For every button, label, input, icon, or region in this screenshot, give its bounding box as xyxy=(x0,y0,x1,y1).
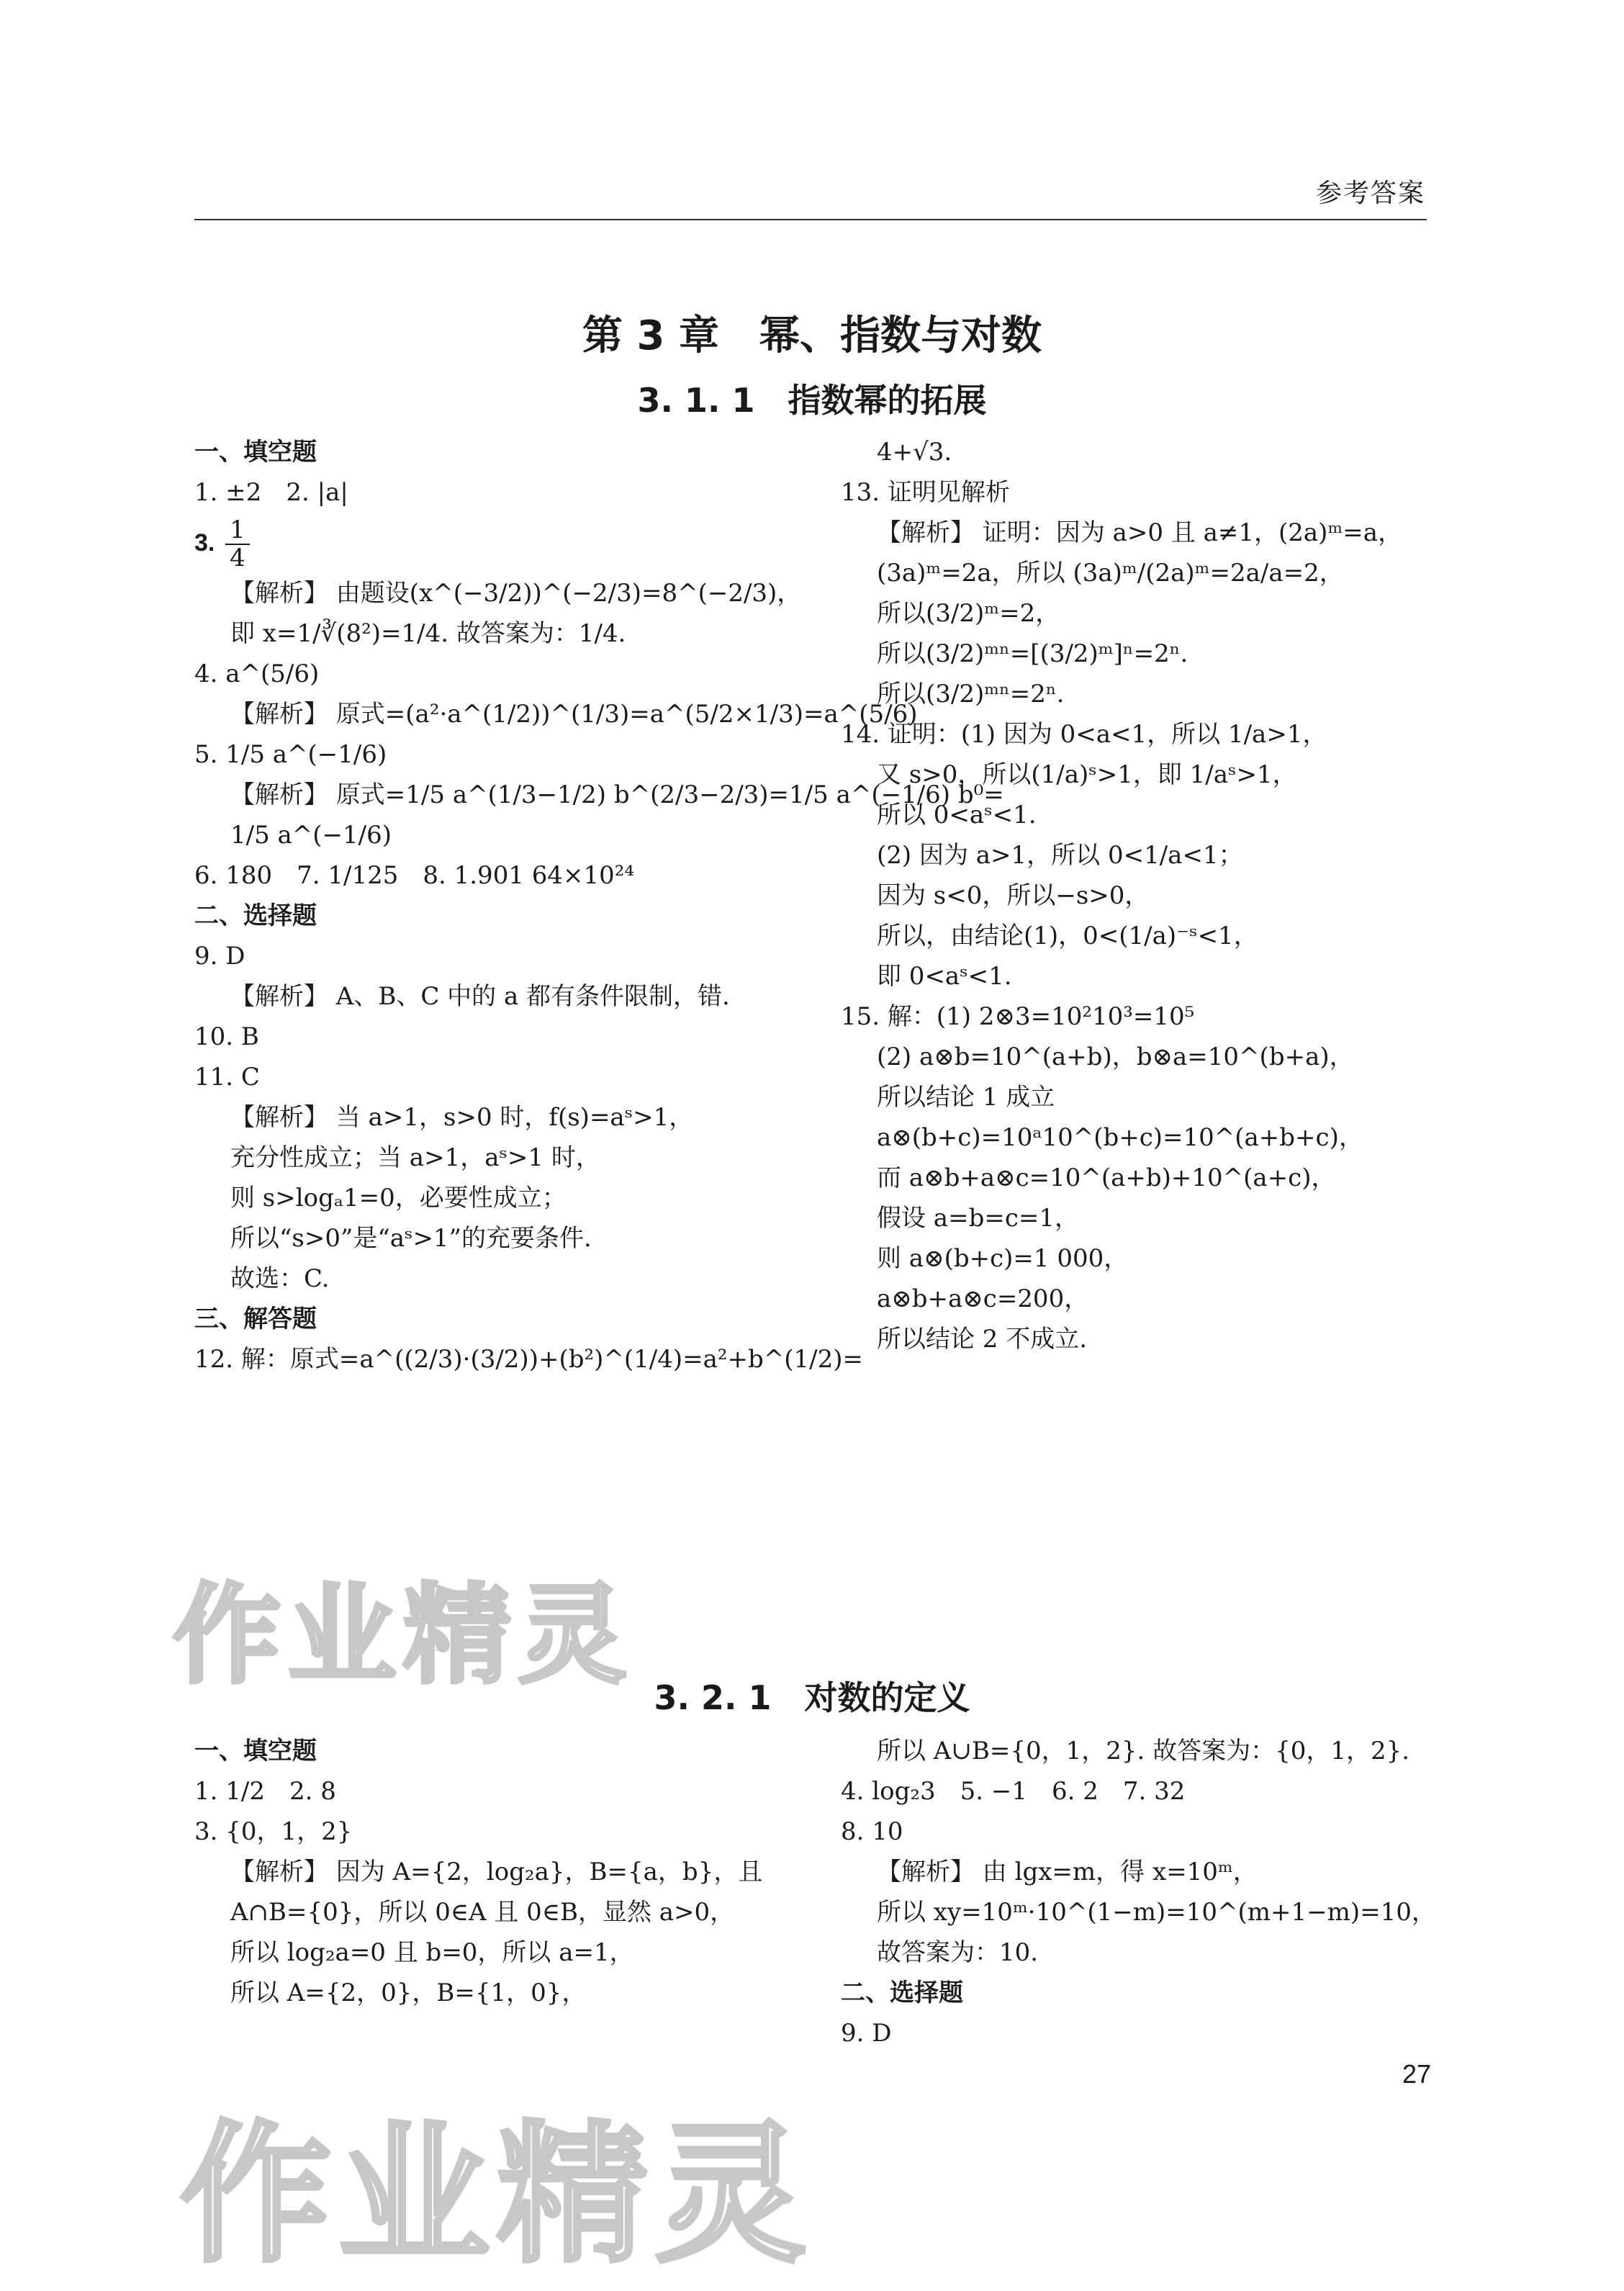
solution-line: 【解析】 A、B、C 中的 a 都有条件限制，错. xyxy=(230,982,730,1011)
question-type-heading: 一、填空题 xyxy=(194,438,317,467)
answer-line: 10. B xyxy=(194,1022,259,1051)
answer-line: 3. {0，1，2} xyxy=(194,1817,353,1846)
solution-line: 所以“s>0”是“aˢ>1”的充要条件. xyxy=(230,1224,592,1253)
solution-line: a⊗b+a⊗c=200， xyxy=(877,1284,1089,1313)
solution-line: 【解析】 证明：因为 a>0 且 a≠1，(2a)ᵐ=a， xyxy=(877,518,1403,547)
solution-line: 所以 log₂a=0 且 b=0，所以 a=1， xyxy=(230,1938,634,1967)
answer-line: 8. 10 xyxy=(841,1817,903,1846)
answer-number: 3. xyxy=(194,529,215,557)
solution-line: (3a)ᵐ=2a，所以 (3a)ᵐ/(2a)ᵐ=2a/a=2， xyxy=(877,559,1344,588)
solution-line: 则 a⊗(b+c)=1 000， xyxy=(877,1244,1129,1273)
question-type-heading: 三、解答题 xyxy=(194,1305,317,1333)
solution-line: 所以 A∪B={0，1，2}. 故答案为：{0，1，2}. xyxy=(877,1737,1410,1765)
watermark-logo: 作业精灵 xyxy=(173,1573,634,1698)
solution-line: 所以结论 2 不成立. xyxy=(877,1325,1088,1354)
answer-line: 12. 解：原式=a^((2/3)·(3/2))+(b²)^(1/4)=a²+b^(1/2)= xyxy=(194,1345,863,1374)
question-type-heading: 二、选择题 xyxy=(194,901,317,930)
solution-line: 所以(3/2)ᵐⁿ=[(3/2)ᵐ]ⁿ=2ⁿ. xyxy=(877,639,1188,668)
section2-left-column xyxy=(194,1731,813,2091)
solution-line: 又 s>0，所以(1/a)ˢ>1，即 1/aˢ>1， xyxy=(877,760,1297,789)
chapter-title: 第 3 章 幂、指数与对数 xyxy=(582,312,1042,359)
solution-line: 【解析】 由 lgx=m，得 x=10ᵐ， xyxy=(877,1858,1258,1886)
solution-line: a⊗(b+c)=10ᵃ10^(b+c)=10^(a+b+c)， xyxy=(877,1123,1363,1152)
solution-line: (2) 因为 a>1，所以 0<1/a<1； xyxy=(877,841,1243,870)
answer-line: 4. a^(5/6) xyxy=(194,660,320,688)
solution-line: 所以(3/2)ᵐⁿ=2ⁿ. xyxy=(877,680,1065,708)
solution-line: 故答案为：10. xyxy=(877,1938,1039,1967)
header-label: 参考答案 xyxy=(1315,179,1425,208)
solution-line: 即 x=1/∛(8²)=1/4. 故答案为：1/4. xyxy=(230,619,626,648)
question-type-heading: 一、填空题 xyxy=(194,1737,317,1765)
solution-line: 所以 A={2，0}，B={1，0}， xyxy=(230,1979,587,2007)
solution-line: 因为 s<0，所以−s>0， xyxy=(877,881,1150,910)
answer-line: 15. 解：(1) 2⊗3=10²10³=10⁵ xyxy=(841,1002,1195,1031)
solution-line: 【解析】 原式=1/5 a^(1/3−1/2) b^(2/3−2/3)=1/5 a^(−1/6) b⁰= xyxy=(230,780,1004,809)
section-title-1: 3. 1. 1 指数幂的拓展 xyxy=(637,381,987,420)
solution-line: 【解析】 原式=(a²·a^(1/2))^(1/3)=a^(5/2×1/3)=a^(5/6) xyxy=(230,700,918,729)
answer-line: 9. D xyxy=(194,942,245,971)
answer-line: 1. ±2 2. |a| xyxy=(194,478,348,507)
solution-line: 4+√3. xyxy=(877,438,952,467)
solution-line: 充分性成立；当 a>1，aˢ>1 时， xyxy=(230,1143,600,1172)
fraction-denominator: 4 xyxy=(230,544,245,572)
answer-line: 9. D xyxy=(841,2019,892,2048)
answer-line: 13. 证明见解析 xyxy=(841,478,1010,507)
answer-line: 6. 180 7. 1/125 8. 1.901 64×10²⁴ xyxy=(194,861,635,890)
solution-line: 而 a⊗b+a⊗c=10^(a+b)+10^(a+c)， xyxy=(877,1163,1336,1192)
solution-line: 所以，由结论(1)，0<(1/a)⁻ˢ<1， xyxy=(877,922,1258,950)
solution-line: 即 0<aˢ<1. xyxy=(877,962,1012,991)
fraction xyxy=(225,517,250,572)
solution-line: 【解析】 由题设(x^(−3/2))^(−2/3)=8^(−2/3)， xyxy=(230,579,802,608)
page-header xyxy=(194,163,1427,220)
solution-line: 1/5 a^(−1/6) xyxy=(230,821,392,850)
solution-line: A∩B={0}，所以 0∈A 且 0∈B，显然 a>0， xyxy=(230,1898,735,1927)
solution-line: 所以结论 1 成立 xyxy=(877,1083,1055,1112)
solution-line: 所以 xy=10ᵐ·10^(1−m)=10^(m+1−m)=10， xyxy=(877,1898,1436,1927)
solution-line: (2) a⊗b=10^(a+b)，b⊗a=10^(b+a)， xyxy=(877,1043,1354,1071)
page-number: 27 xyxy=(1402,2059,1431,2089)
watermark-logo-bottom: 作业精灵 xyxy=(180,2107,814,2283)
solution-line: 则 s>logₐ1=0，必要性成立； xyxy=(230,1184,567,1212)
solution-line: 【解析】 当 a>1，s>0 时，f(s)=aˢ>1， xyxy=(230,1103,694,1132)
section2-right-column xyxy=(841,1731,1436,2091)
solution-line: 【解析】 因为 A={2，log₂a}，B={a，b}，且 xyxy=(230,1858,763,1886)
solution-line: 所以(3/2)ᵐ=2， xyxy=(877,599,1060,628)
solution-line: 所以 0<aˢ<1. xyxy=(877,801,1037,829)
solution-line: 故选：C. xyxy=(230,1264,330,1293)
answer-line: 1. 1/2 2. 8 xyxy=(194,1777,336,1806)
question-type-heading: 二、选择题 xyxy=(841,1979,963,2007)
answer-line xyxy=(194,513,785,573)
answer-line: 5. 1/5 a^(−1/6) xyxy=(194,740,387,769)
section-title-2: 3. 2. 1 对数的定义 xyxy=(654,1678,970,1717)
answer-line: 11. C xyxy=(194,1063,260,1092)
answer-line: 14. 证明：(1) 因为 0<a<1，所以 1/a>1， xyxy=(841,720,1327,749)
fraction-numerator: 1 xyxy=(225,517,250,545)
section1-right-column xyxy=(841,432,1431,1649)
answer-line: 4. log₂3 5. −1 6. 2 7. 32 xyxy=(841,1777,1186,1806)
solution-line: 假设 a=b=c=1， xyxy=(877,1204,1079,1233)
